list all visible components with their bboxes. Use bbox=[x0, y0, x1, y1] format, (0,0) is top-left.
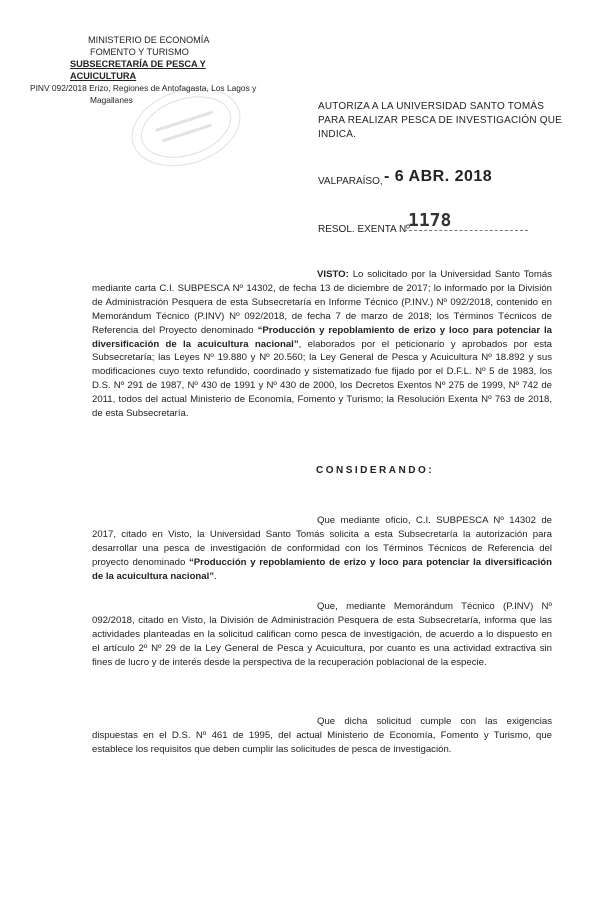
visto-paragraph bbox=[92, 268, 552, 421]
considerando-heading: CONSIDERANDO: bbox=[316, 465, 435, 476]
reference-line-1: PINV 092/2018 Erizo, Regiones de Antofagasta, Los Lagos y bbox=[30, 83, 257, 93]
visto-text-2: , elaborados por el peticionario y aprobados por esta Subsecretaría; las Leyes Nº 19.880 y Nº 20.560; la Ley General de Pesca y Acuicultura Nº 18.892 y sus modificaciones cuyo texto refundido, coordinado y sistematizado fue fijado por el D.F.L. Nº 5 de 1983, los D.S. Nº 291 de 1987, Nº 430 de 1991 y Nº 430 de 2000, los Decretos Exentos Nº 275 de 1999, Nº 742 de 2011, todos del actual Ministerio de Economía, Fomento y Turismo; la Resolución Exenta Nº 763 de 2018, de esta Subsecretaría. bbox=[92, 338, 552, 420]
letterhead bbox=[30, 34, 270, 106]
visto-project-name: “Producción y repoblamiento de erizo y loco para potenciar la diversificación de la acuicultura nacional” bbox=[92, 324, 552, 350]
p1-text: Que mediante oficio, C.I. SUBPESCA Nº 14302 de 2017, citado en Visto, la Universidad Santo Tomás solicita a esta Subsecretaría la autorización para desarrollar una pesca de investigación de conformidad con los Términos Técnicos de Referencia del proyecto denominado bbox=[92, 515, 552, 568]
ministry-subtitle: FOMENTO Y TURISMO bbox=[90, 47, 189, 57]
considerando-paragraph-3: Que dicha solicitud cumple con las exigencias dispuestas en el D.S. Nº 461 de 1995, del actual Ministerio de Economía, Fomento y Turismo, que establece los requisitos que deben cumplir las solicitudes de pesca de investigación. bbox=[92, 716, 552, 755]
p1-project-name: “Producción y repoblamiento de erizo y loco para potenciar la diversificación de la acuicultura nacional” bbox=[92, 556, 553, 582]
considerando-paragraph-1 bbox=[92, 514, 552, 584]
reference-line-2: Magallanes bbox=[90, 95, 133, 105]
subsecretaria-name: SUBSECRETARÍA DE PESCA Y ACUICULTURA bbox=[70, 59, 206, 81]
place-label: VALPARAÍSO, bbox=[318, 176, 383, 187]
resolution-label: RESOL. EXENTA Nº bbox=[318, 224, 410, 235]
visto-label: VISTO: bbox=[317, 269, 349, 280]
resolution-number: 1178 bbox=[408, 210, 452, 231]
resolution-underline bbox=[404, 230, 528, 231]
p1-end: . bbox=[214, 570, 217, 582]
considerando-paragraph-2: Que, mediante Memorándum Técnico (P.INV) Nº 092/2018, citado en Visto, la División de Administración Pesquera de esta Subsecretaría, informa que las actividades planteadas en la solicitud califican como pesca de investigación, de acuerdo a lo dispuesto en el artículo 2º Nº 29 de la Ley General de Pesca y Acuicultura, por cuanto es una actividad extractiva sin fines de lucro y de interés desde la perspectiva de la recuperación poblacional de la especie. bbox=[92, 601, 552, 668]
resolution-date: - 6 ABR. 2018 bbox=[384, 168, 493, 185]
resolution-subject: AUTORIZA A LA UNIVERSIDAD SANTO TOMÁS PARA REALIZAR PESCA DE INVESTIGACIÓN QUE INDICA. bbox=[318, 101, 562, 140]
ministry-name: MINISTERIO DE ECONOMÍA bbox=[88, 35, 210, 45]
visto-text-1: Lo solicitado por la Universidad Santo Tomás mediante carta C.I. SUBPESCA Nº 14302, de fecha 13 de diciembre de 2017; lo informado por la División de Administración Pesquera de esta Subsecretaría en Informe Técnico (P.INV.) Nº 092/2018, contenido en Memorándum Técnico (P.INV) Nº 092/2018, de fecha 7 de marzo de 2018; los Términos Técnicos de Referencia del Proyecto denominado bbox=[92, 269, 552, 336]
